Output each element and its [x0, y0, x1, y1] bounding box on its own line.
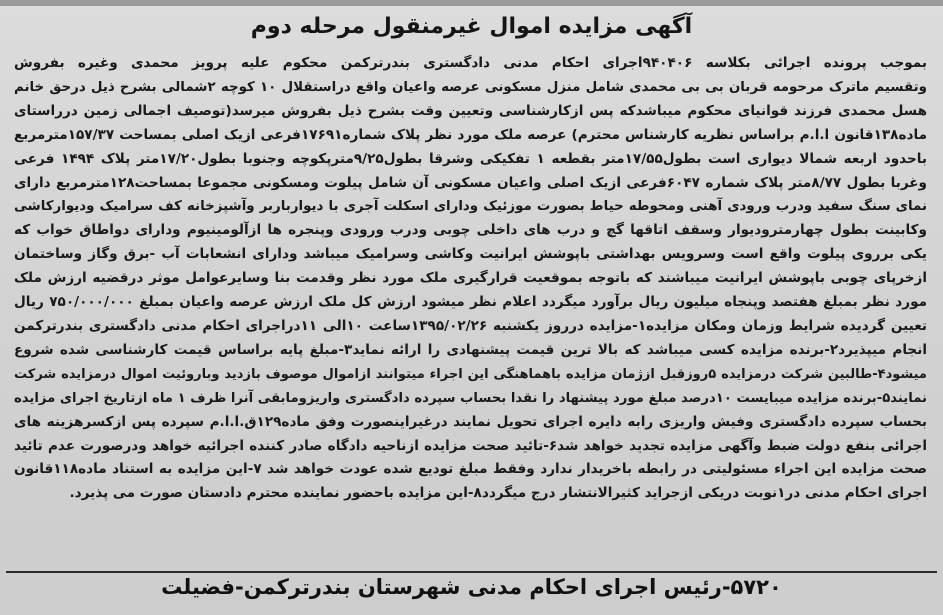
notice-line: هسل محمدی فرزند قوانیای محکوم میباشدکه پس ازکارشناسی وتعیین وقت بشرح ذیل بفروش میرسد(توصیف اجمالی زمین درراستای [14, 102, 927, 119]
notice-signature: ۵۷۲۰-رئیس اجرای احکام مدنی شهرستان بندرترکمن-فضیلت [161, 575, 782, 599]
notice-line: مورد نظر بمبلغ هفتصد وپنجاه میلیون ریال برآورد میگردد اعلام نظر میشود ارزش کل ملک ارزش عرصه واعیان بمبلغ ۷۵۰/۰۰۰/۰۰۰ ریال [14, 294, 927, 311]
notice-line: ماده۱۳۸قانون ا.ا.م براساس نظریه کارشناس محترم) عرصه ملک مورد نظر پلاک شماره۱۷۶۹۱فرعی ازیک اصلی بمساحت ۱۵۷/۳۷مترمربع [14, 126, 927, 143]
notice-line: بموجب پرونده اجرائی بکلاسه ۹۴۰۴۰۶اجرای احکام مدنی دادگستری بندرترکمن محکوم علیه پرویز محمدی وغیره بفروش [14, 55, 927, 71]
notice-line: وغربا بطول ۸/۷۷متر پلاک شماره ۶۰۴۷فرعی ازیک اصلی واعیان مسکونی آن شامل پیلوت ومسکونی مجموعا بمساحت۱۲۸مترمربع دارای [14, 174, 927, 191]
notice-line: نمای سنگ سفید ودرب ورودی آهنی ومحوطه حیاط بصورت موزئیک ودارای اسکلت آجری با دیوارباربر وآشپزخانه کف سرامیک ودیوارکاشی [14, 199, 927, 215]
notice-line: وتقسیم ماترک مرحومه قربان بی بی محمدی شامل منزل مسکونی عرصه واعیان واقع دراستقلال ۱۰ کوچه ۲شمالی بشرح ذیل درحق خانم [14, 79, 927, 95]
notice-line: صحت مزایده این اجراء مسئولیتی در رابطه باخریدار ندارد وفقط مبلغ تودیع شده عودت خواهد شد ۷-این مزایده به استناد ماده۱۱۸قانون [14, 461, 927, 478]
notice-line: اجرای احکام مدنی در۱نوبت دریکی ازجراید کثیرالانتشار درج میگردد۸-این مزایده باحضور نماینده محترم دادستان صورت می پذیرد. [69, 485, 927, 502]
footer-divider [6, 571, 937, 573]
notice-line: ازخرپای چوبی باپوشش ایرانیت میباشند که باتوجه بموقعیت قرارگیری ملک مورد نظر وقدمت بنا وسایرعوامل موثر درقضیه ارزش ملک [14, 270, 927, 287]
notice-line: بحساب سپرده دادگستری وفیش واریزی رابه دایره اجرای تحویل نمایند درغیراینصورت وفق ماده۱۲۹ق.ا.ا.م سپرده پس ازکسرهزینه های [14, 413, 927, 430]
top-border [0, 0, 943, 6]
notice-line: انجام میپذیرد۲-برنده مزایده کسی میباشد که بالا ترین قیمت پیشنهادی را ارائه نماید۳-مبلغ پایه براساس قیمت کارشناسی شده شروع [14, 341, 927, 358]
notice-line: نمایند۵-برنده مزایده میبایست ۱۰درصد مبلغ مورد پیشنهاد را نقدا بحساب سپرده دادگستری واریزومابقی آنرا ظرف ۱ ماه ازتاریخ اجرای مزایده [14, 390, 927, 406]
notice-line: تعیین گردیده شرایط وزمان ومکان مزایده۱-مزایده درروز یکشنبه ۱۳۹۵/۰۲/۲۶ساعت ۱۰الی ۱۱دراجرای احکام مدنی دادگستری بندرترکمن [14, 317, 927, 334]
notice-title: آگهی مزایده اموال غیرمنقول مرحله دوم [250, 14, 693, 39]
notice-line: وکابینت بطول چهارمترودیوار وسقف اتاقها گچ و درب های داخلی چوبی ودرب ورودی وپنجره ها ازآلومینیوم ودارای دواطاق خواب که [14, 222, 927, 239]
notice-body [14, 52, 927, 506]
notice-line: اجرائی بنفع دولت ضبط وآگهی مزایده تجدید خواهد شد۶-تائید صحت مزایده ازناحیه دادگاه صادر کننده اجرائیه خواهد ودرصورت عدم تائید [14, 437, 927, 454]
notice-line: باحدود اربعه شمالا دیواری است بطول۱۷/۵۵متر بقطعه ۱ تفکیکی وشرقا بطول۹/۲۵مترپکوچه وجنوبا بطول۱۷/۲۰متر پلاک ۱۴۹۴ فرعی [14, 150, 927, 167]
notice-line: یکی برروی پیلوت واقع است وسرویس بهداشتی باپوشش ایرانیت وکاشی وسرامیک میباشد ودارای انشعابات آب -برق وگاز وساختمان [14, 246, 927, 263]
notice-line: میشود۴-طالبین شرکت درمزایده ۵روزقبل ازژمان مزایده باهماهنگی این اجراء میتوانند ازاموال موصوف بازدید وباروئیت اموال درمزایده شرکت [14, 366, 927, 382]
